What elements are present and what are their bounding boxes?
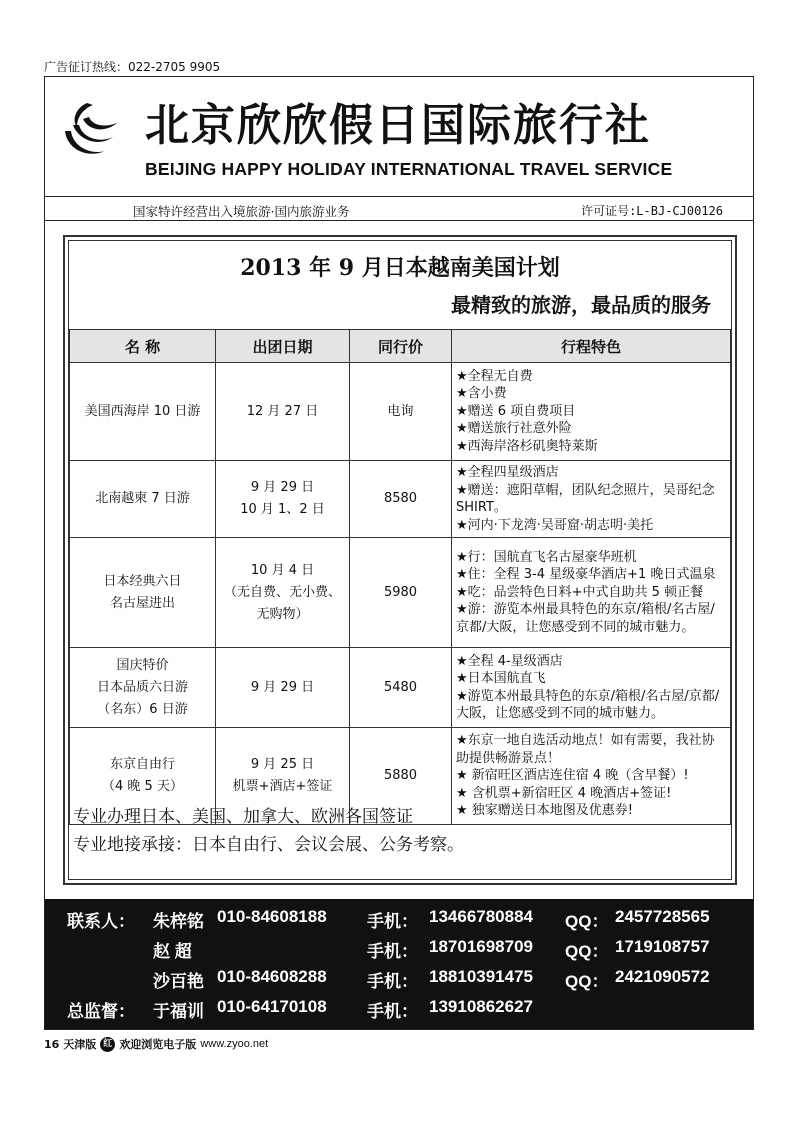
table-row xyxy=(70,461,731,538)
service-line: 专业办理日本、美国、加拿大、欧洲各国签证 xyxy=(73,807,413,827)
contact-row xyxy=(45,967,753,997)
tour-features xyxy=(452,648,731,728)
service-line: 专业地接承接：日本自由行、会议会展、公务考察。 xyxy=(73,835,464,855)
feature-item: ★日本国航直飞 xyxy=(456,671,546,686)
feature-item: ★西海岸洛杉矶奥特莱斯 xyxy=(456,438,598,454)
contact-tel: 010-64170108 xyxy=(217,997,327,1016)
contact-tel: 010-84608288 xyxy=(217,967,327,986)
feature-item: ★全程 4-星级酒店 xyxy=(456,653,563,669)
edition-label: 天津版 xyxy=(63,1038,97,1051)
plan-slogan: 最精致的旅游，最品质的服务 xyxy=(451,293,711,317)
feature-item: ★全程无自费 xyxy=(456,368,533,384)
license-number: 许可证号:L-BJ-CJ00126 xyxy=(581,204,723,218)
company-name-en: BEIJING HAPPY HOLIDAY INTERNATIONAL TRAVEL SERVICE xyxy=(145,159,673,179)
contact-mobile-label: 手机： xyxy=(367,912,418,931)
table-row xyxy=(70,363,731,461)
tour-date: 9 月 29 日 xyxy=(216,648,350,728)
business-bar xyxy=(45,199,753,221)
feature-item: ★行：国航直飞名古屋豪华班机 xyxy=(456,549,637,565)
tour-features xyxy=(452,538,731,648)
table-row xyxy=(70,538,731,648)
feature-item: ★赠送旅行社意外险 xyxy=(456,421,572,437)
contact-qq-label: QQ： xyxy=(565,972,609,991)
ad-hotline: 广告征订热线：022-2705 9905 xyxy=(44,60,221,74)
business-scope: 国家特许经营出入境旅游·国内旅游业务 xyxy=(133,204,350,219)
contact-name: 朱梓铭 xyxy=(153,912,204,931)
feature-item: ★全程四星级酒店 xyxy=(456,465,559,480)
tour-date: 10 月 4 日 （无自费、无小费、 无购物） xyxy=(216,538,350,648)
ad-frame xyxy=(44,76,754,1030)
feature-item: ★东京一地自选活动地点！如有需要，我社协助提供畅游景点！ xyxy=(456,733,715,766)
contact-mobile-label: 手机： xyxy=(367,1002,418,1021)
tour-price: 5880 xyxy=(350,728,452,825)
welcome-text: 欢迎浏览电子版 xyxy=(119,1038,197,1051)
tour-date: 9 月 25 日 机票+酒店+签证 xyxy=(216,728,350,825)
tour-name: 国庆特价 日本品质六日游 （名东）6 日游 xyxy=(70,648,216,728)
plan-title: 2013 年 9 月日本越南美国计划 xyxy=(240,255,560,281)
contact-row xyxy=(45,997,753,1027)
contact-name: 于福训 xyxy=(153,1002,204,1021)
tour-name: 北南越柬 7 日游 xyxy=(70,461,216,538)
tour-date: 9 月 29 日 10 月 1、2 日 xyxy=(216,461,350,538)
feature-item: ★吃：品尝特色日料+中式自助共 5 顿正餐 xyxy=(456,584,704,600)
company-logo-icon xyxy=(57,97,123,163)
tour-name: 东京自由行 （4 晚 5 天） xyxy=(70,728,216,825)
table-row xyxy=(70,648,731,728)
contact-mobile: 13910862627 xyxy=(429,997,534,1016)
contact-name: 沙百艳 xyxy=(153,972,204,991)
header-price: 同行价 xyxy=(350,330,452,363)
tour-price: 5980 xyxy=(350,538,452,648)
red-badge-icon: 红 xyxy=(100,1037,115,1052)
tour-price: 8580 xyxy=(350,461,452,538)
contact-row xyxy=(45,937,753,967)
contact-qq: 2421090572 xyxy=(615,967,710,986)
feature-item: ★游览本州最具特色的东京/箱根/名古屋/京都/大阪，让您感受到不同的城市魅力。 xyxy=(456,688,720,721)
contacts-panel xyxy=(45,899,753,1029)
contact-name: 赵 超 xyxy=(153,942,192,961)
header-name: 名 称 xyxy=(70,330,216,363)
contact-qq-label: QQ： xyxy=(565,942,609,961)
feature-item: ★赠送：遮阳草帽，团队纪念照片，吴哥纪念 SHIRT。 xyxy=(456,482,715,515)
contact-role: 总监督： xyxy=(67,1002,135,1021)
contact-qq: 1719108757 xyxy=(615,937,710,956)
feature-item: ★ 含机票+新宿旺区 4 晚酒店+签证! xyxy=(456,785,672,801)
tour-price: 5480 xyxy=(350,648,452,728)
tour-features xyxy=(452,363,731,461)
tour-features xyxy=(452,461,731,538)
contact-row xyxy=(45,907,753,937)
tour-price: 电询 xyxy=(350,363,452,461)
feature-item: ★ 独家赠送日本地图及优惠券! xyxy=(456,803,633,819)
feature-item: ★住：全程 3-4 星级豪华酒店+1 晚日式温泉 xyxy=(456,567,716,583)
contact-mobile: 18701698709 xyxy=(429,937,534,956)
feature-item: ★赠送 6 项自费项目 xyxy=(456,403,576,419)
tour-name: 日本经典六日 名古屋进出 xyxy=(70,538,216,648)
tour-plan-inner xyxy=(68,240,732,880)
site-url[interactable]: www.zyoo.net xyxy=(200,1038,269,1050)
table-header-row xyxy=(70,330,731,363)
company-header xyxy=(45,77,753,197)
page-footer xyxy=(44,1036,268,1052)
tour-table xyxy=(69,329,731,825)
contact-mobile-label: 手机： xyxy=(367,942,418,961)
tour-name: 美国西海岸 10 日游 xyxy=(70,363,216,461)
tour-date: 12 月 27 日 xyxy=(216,363,350,461)
company-name-cn: 北京欣欣假日国际旅行社 xyxy=(145,100,651,151)
contact-qq-label: QQ： xyxy=(565,912,609,931)
contact-tel: 010-84608188 xyxy=(217,907,327,926)
contact-mobile: 13466780884 xyxy=(429,907,534,926)
contact-role: 联系人： xyxy=(67,912,135,931)
tour-plan-board xyxy=(63,235,737,885)
feature-item: ★含小费 xyxy=(456,386,507,402)
contact-qq: 2457728565 xyxy=(615,907,710,926)
feature-item: ★河内·下龙湾·吴哥窟·胡志明·美托 xyxy=(456,517,654,533)
header-features: 行程特色 xyxy=(452,330,731,363)
tour-features xyxy=(452,728,731,825)
feature-item: ★ 新宿旺区酒店连住宿 4 晚（含早餐）! xyxy=(456,768,689,784)
services-text xyxy=(73,803,464,859)
page-number: 16 xyxy=(44,1037,60,1051)
contact-mobile: 18810391475 xyxy=(429,967,534,986)
feature-item: ★游：游览本州最具特色的东京/箱根/名古屋/京都/大阪，让您感受到不同的城市魅力。 xyxy=(456,602,715,635)
contact-mobile-label: 手机： xyxy=(367,972,418,991)
header-date: 出团日期 xyxy=(216,330,350,363)
